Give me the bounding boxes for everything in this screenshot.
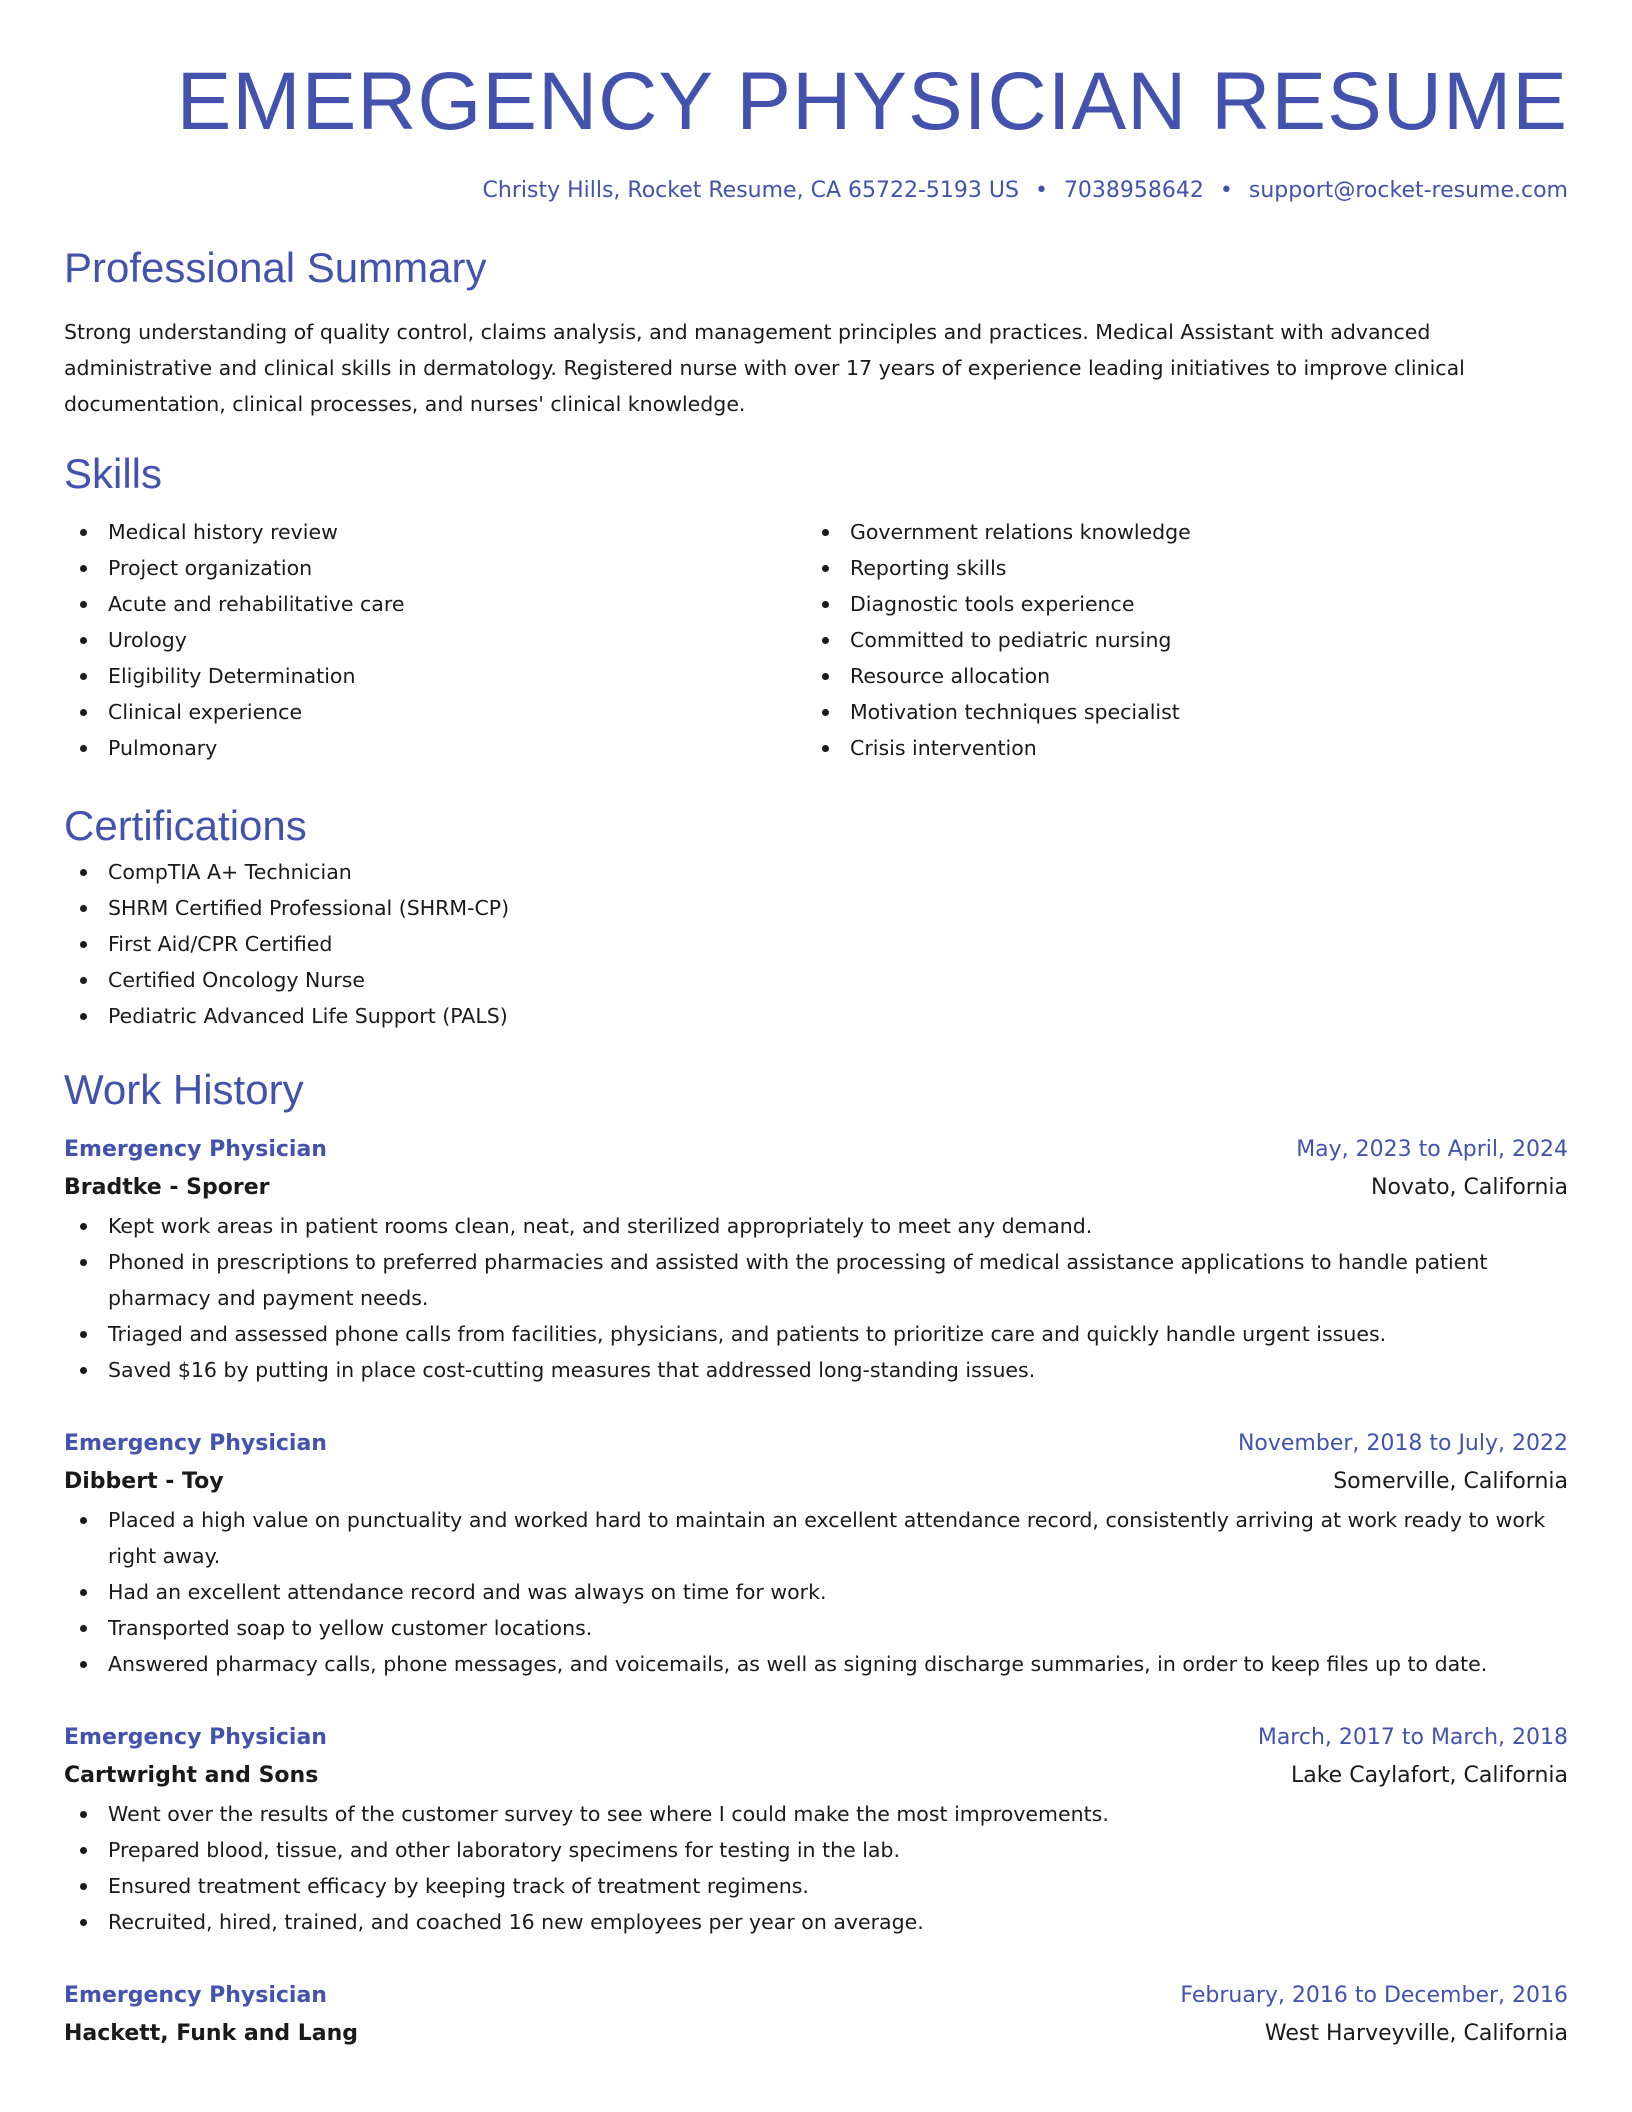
- job-title-row: [64, 1426, 1568, 1462]
- job-location: Lake Caylafort, California: [1290, 1763, 1568, 1788]
- job-dates: May, 2023 to April, 2024: [1296, 1137, 1568, 1162]
- skill-item: Resource allocation: [806, 658, 1548, 694]
- summary-heading: Professional Summary: [64, 244, 487, 291]
- contact-email[interactable]: support@rocket-resume.com: [1248, 178, 1568, 203]
- summary-section: [64, 240, 1568, 422]
- skill-item: Clinical experience: [64, 694, 806, 730]
- contact-separator: •: [1034, 178, 1048, 203]
- job-bullet: Placed a high value on punctuality and worked hard to maintain an excellent attendance record, consistently arriving at work ready to work right away.: [64, 1502, 1568, 1574]
- job-location: West Harveyville, California: [1264, 2021, 1568, 2046]
- summary-text: Strong understanding of quality control, claims analysis, and management principles and practices. Medical Assistant with advanced administrative and clinical skills in dermatology. Registered nurse with over 17 years of experience leading initiatives to improve clinical documentation, clinical processes, and nurses' clinical knowledge.: [64, 320, 1465, 416]
- job-title-row: [64, 1720, 1568, 1756]
- jobs-list: [64, 1132, 1568, 2054]
- job-title: Emergency Physician: [64, 1725, 327, 1750]
- resume-title: EMERGENCY PHYSICIAN RESUME: [176, 56, 1568, 147]
- job-company: Cartwright and Sons: [64, 1763, 319, 1788]
- job-bullets: [64, 1208, 1568, 1388]
- certifications-list: [64, 854, 1568, 1034]
- job-title: Emergency Physician: [64, 1137, 327, 1162]
- skill-item: Eligibility Determination: [64, 658, 806, 694]
- skills-list-right: [806, 514, 1548, 766]
- job-company: Dibbert - Toy: [64, 1469, 224, 1494]
- job-bullet: Ensured treatment efficacy by keeping track of treatment regimens.: [64, 1868, 1568, 1904]
- contact-separator: •: [1219, 178, 1233, 203]
- job-dates: March, 2017 to March, 2018: [1257, 1725, 1568, 1750]
- job-bullet: Went over the results of the customer survey to see where I could make the most improvements.: [64, 1796, 1568, 1832]
- certification-item: First Aid/CPR Certified: [64, 926, 1568, 962]
- contact-phone: 7038958642: [1063, 178, 1204, 203]
- job-company-row: [64, 1462, 1568, 1502]
- job-location: Novato, California: [1371, 1175, 1568, 1200]
- work-history-section: [64, 1062, 1568, 2054]
- job-entry: [64, 1132, 1568, 1388]
- job-dates: November, 2018 to July, 2022: [1237, 1431, 1568, 1456]
- job-bullet: Saved $16 by putting in place cost-cutting measures that addressed long-standing issues.: [64, 1352, 1568, 1388]
- job-bullet: Prepared blood, tissue, and other laboratory specimens for testing in the lab.: [64, 1832, 1568, 1868]
- skill-item: Government relations knowledge: [806, 514, 1548, 550]
- skill-item: Reporting skills: [806, 550, 1548, 586]
- job-bullets: [64, 1502, 1568, 1682]
- skill-item: Diagnostic tools experience: [806, 586, 1548, 622]
- certification-item: Certified Oncology Nurse: [64, 962, 1568, 998]
- certifications-section: [64, 798, 1568, 1034]
- skills-grid: [64, 514, 1568, 766]
- job-bullet: Had an excellent attendance record and was always on time for work.: [64, 1574, 1568, 1610]
- job-bullets: [64, 1796, 1568, 1940]
- skill-item: Pulmonary: [64, 730, 806, 766]
- job-company-row: [64, 1168, 1568, 1208]
- job-entry: [64, 1426, 1568, 1682]
- job-bullet: Recruited, hired, trained, and coached 16 new employees per year on average.: [64, 1904, 1568, 1940]
- skills-section: [64, 446, 1568, 766]
- contact-line: [64, 176, 1568, 206]
- skills-list-left: [64, 514, 806, 766]
- job-bullet: Transported soap to yellow customer locations.: [64, 1610, 1568, 1646]
- work-history-heading: Work History: [64, 1066, 304, 1113]
- resume-header: [64, 0, 1568, 206]
- job-title-row: [64, 1132, 1568, 1168]
- certification-item: SHRM Certified Professional (SHRM-CP): [64, 890, 1568, 926]
- skill-item: Urology: [64, 622, 806, 658]
- skill-item: Project organization: [64, 550, 806, 586]
- job-company: Hackett, Funk and Lang: [64, 2021, 359, 2046]
- skill-item: Crisis intervention: [806, 730, 1548, 766]
- certifications-heading: Certifications: [64, 802, 307, 849]
- job-company: Bradtke - Sporer: [64, 1175, 270, 1200]
- job-location: Somerville, California: [1333, 1469, 1568, 1494]
- skill-item: Committed to pediatric nursing: [806, 622, 1548, 658]
- job-title: Emergency Physician: [64, 1431, 327, 1456]
- job-dates: February, 2016 to December, 2016: [1180, 1983, 1568, 2008]
- skills-heading: Skills: [64, 450, 163, 497]
- job-title: Emergency Physician: [64, 1983, 327, 2008]
- job-entry: [64, 1978, 1568, 2054]
- certification-item: Pediatric Advanced Life Support (PALS): [64, 998, 1568, 1034]
- job-bullet: Kept work areas in patient rooms clean, neat, and sterilized appropriately to meet any demand.: [64, 1208, 1568, 1244]
- job-entry: [64, 1720, 1568, 1940]
- job-title-row: [64, 1978, 1568, 2014]
- job-company-row: [64, 1756, 1568, 1796]
- skill-item: Motivation techniques specialist: [806, 694, 1548, 730]
- certification-item: CompTIA A+ Technician: [64, 854, 1568, 890]
- contact-address: Christy Hills, Rocket Resume, CA 65722-5193 US: [482, 178, 1019, 203]
- job-bullet: Phoned in prescriptions to preferred pharmacies and assisted with the processing of medical assistance applications to handle patient pharmacy and payment needs.: [64, 1244, 1568, 1316]
- job-bullet: Answered pharmacy calls, phone messages, and voicemails, as well as signing discharge summaries, in order to keep files up to date.: [64, 1646, 1568, 1682]
- job-company-row: [64, 2014, 1568, 2054]
- job-bullet: Triaged and assessed phone calls from facilities, physicians, and patients to prioritize care and quickly handle urgent issues.: [64, 1316, 1568, 1352]
- skill-item: Medical history review: [64, 514, 806, 550]
- skill-item: Acute and rehabilitative care: [64, 586, 806, 622]
